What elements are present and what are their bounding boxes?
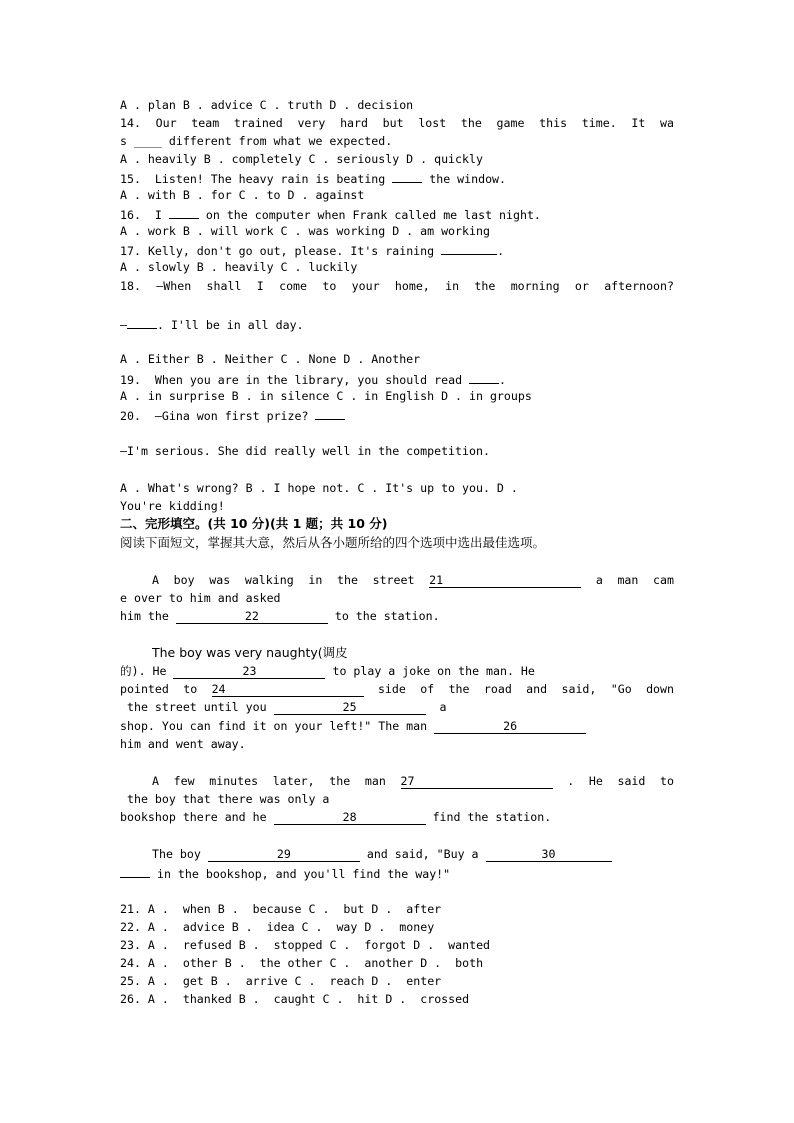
q19-stem: 19. When you are in the library, you should read . xyxy=(120,369,674,387)
blank-23: 23 xyxy=(173,664,325,679)
passage-p1-line3: him the 22 to the station. xyxy=(120,609,440,623)
q17-options: A . slowly B . heavily C . luckily xyxy=(120,260,358,274)
q18-blank xyxy=(127,314,157,329)
blank-24: 24 xyxy=(212,682,364,697)
passage-p4-line2: in the bookshop, and you'll find the way!" xyxy=(120,863,674,881)
cloze-option-25: 25. A . get B . arrive C . reach D . enter xyxy=(120,974,442,988)
q14-stem: 14. Our team trained very hard but lost the game this time. It wa xyxy=(120,116,674,130)
q20-options-line2: You're kidding! xyxy=(120,499,225,513)
blank-27: 27 xyxy=(401,774,553,789)
q13-options: A . plan B . advice C . truth D . decision xyxy=(120,98,414,112)
passage-p2-line1: The boy was very naughty(调皮 xyxy=(152,645,348,660)
blank-30: 30 xyxy=(486,847,612,862)
q17-stem: 17. Kelly, don't go out, please. It's raining . xyxy=(120,240,674,258)
q20-stem: 20. —Gina won first prize? xyxy=(120,405,674,423)
cloze-option-26: 26. A . thanked B . caught C . hit D . crossed xyxy=(120,992,470,1006)
passage-p2-line5: shop. You can find it on your left!" The man 26 xyxy=(120,717,674,735)
blank-30-cont xyxy=(120,863,150,878)
passage-p3-line2: the boy that there was only a xyxy=(126,792,330,806)
cloze-option-24: 24. A . other B . the other C . another D . both xyxy=(120,956,484,970)
q17-blank xyxy=(441,240,497,255)
passage-p1-line2: e over to him and asked xyxy=(120,591,281,605)
q20-options-line1: A . What's wrong? B . I hope not. C . It's up to you. D . xyxy=(120,481,518,495)
cloze-option-23: 23. A . refused B . stopped C . forgot D . wanted xyxy=(120,938,491,952)
passage-p2-line4: the street until you 25 a xyxy=(126,700,447,714)
q18-options: A . Either B . Neither C . None D . Another xyxy=(120,352,421,366)
q19-blank xyxy=(469,369,499,384)
blank-25: 25 xyxy=(274,700,426,715)
passage-p1-line1: A boy was walking in the street 21 a man cam xyxy=(152,573,674,587)
blank-29: 29 xyxy=(208,847,360,862)
blank-21: 21 xyxy=(429,573,581,588)
q19-options: A . in surprise B . in silence C . in English D . in groups xyxy=(120,389,532,403)
q18-stem: 18. —When shall I come to your home, in the morning or afternoon? xyxy=(120,279,674,293)
passage-p3-line3: bookshop there and he 28 find the station. xyxy=(120,810,552,824)
q15-options: A . with B . for C . to D . against xyxy=(120,188,365,202)
blank-28: 28 xyxy=(274,810,426,825)
blank-26: 26 xyxy=(434,719,586,734)
q16-stem: 16. I on the computer when Frank called me last night. xyxy=(120,204,674,222)
cloze-option-22: 22. A . advice B . idea C . way D . money xyxy=(120,920,435,934)
section-instruction: 阅读下面短文，掌握其大意，然后从各小题所给的四个选项中选出最佳选项。 xyxy=(120,535,546,550)
q16-blank xyxy=(169,204,199,219)
section-title: 二、完形填空。(共 10 分)(共 1 题；共 10 分) xyxy=(120,516,388,531)
passage-p2-line2: 的). He 23 to play a joke on the man. He xyxy=(120,664,535,678)
q20-reply: —I'm serious. She did really well in the competition. xyxy=(120,444,490,458)
q18-reply: — . I'll be in all day. xyxy=(120,314,674,332)
q14-options: A . heavily B . completely C . seriously D . quickly xyxy=(120,152,483,166)
q16-options: A . work B . will work C . was working D . am working xyxy=(120,224,490,238)
cloze-option-21: 21. A . when B . because C . but D . after xyxy=(120,902,442,916)
passage-p2-line3: pointed to 24 side of the road and said, "Go down xyxy=(120,682,674,696)
passage-p2-line6: him and went away. xyxy=(120,737,246,751)
q15-blank xyxy=(392,168,422,183)
q14-stem-cont: s ____ different from what we expected. xyxy=(120,134,393,148)
passage-p4-line1: The boy 29 and said, "Buy a 30 xyxy=(152,845,674,863)
q15-stem: 15. Listen! The heavy rain is beating the window. xyxy=(120,168,674,186)
passage-p3-line1: A few minutes later, the man 27 . He said to xyxy=(152,774,674,788)
blank-22: 22 xyxy=(176,609,328,624)
q20-blank xyxy=(315,405,345,420)
